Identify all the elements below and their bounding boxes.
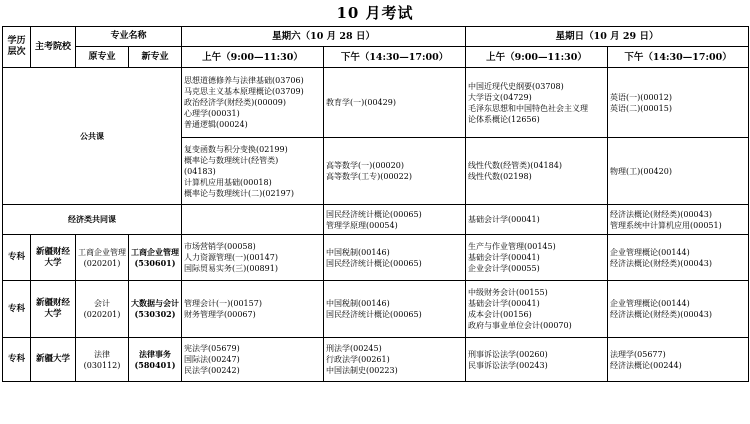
row2-sat-pm <box>324 338 466 382</box>
public-course-label: 公共课 <box>3 68 182 205</box>
course-item: 中级财务会计(00155) <box>468 288 548 297</box>
new-major-name: 工商企业管理 <box>131 246 179 257</box>
row0-sat-pm <box>324 235 466 281</box>
course-item: 复变函数与积分变换(02199) <box>184 144 288 154</box>
course-item: 基础会计学(00041) <box>468 253 540 262</box>
course-item: 国民经济统计概论(00065) <box>326 310 422 319</box>
row1-sun-am <box>466 281 608 338</box>
course-item: 宪法学(05679) <box>184 344 240 353</box>
course-item: 国际贸易实务(三)(00891) <box>184 264 278 273</box>
econ-sun-pm <box>608 205 749 235</box>
course-item: 政治经济学(财经类)(00009) <box>184 98 286 107</box>
old-major-code: (020201) <box>83 310 121 319</box>
course-item: 管理系统中计算机应用(00051) <box>610 220 722 230</box>
new-major-name: 法律事务 <box>139 348 171 359</box>
school-cell: 新疆大学 <box>31 338 76 382</box>
level-cell: 专科 <box>3 235 31 281</box>
new-major-name: 大数据与会计 <box>131 298 179 308</box>
row0-sat-am <box>182 235 324 281</box>
page-title: 10 月考试 <box>336 4 414 22</box>
new-major-cell <box>129 281 182 338</box>
public1-sat-am <box>182 68 324 138</box>
level-cell: 专科 <box>3 338 31 382</box>
course-item: 物理(工)(00420) <box>610 166 672 176</box>
new-major-cell <box>129 235 182 281</box>
public2-sun-pm <box>608 138 749 205</box>
sunday-header: 星期日（10 月 29 日） <box>466 27 749 47</box>
econ-sat-pm <box>324 205 466 235</box>
school-cell: 新疆财经大学 <box>31 235 76 281</box>
old-major-cell <box>76 235 129 281</box>
sun-pm-header: 下午（14:30—17:00） <box>608 47 749 68</box>
course-item: 民事诉讼法学(00243) <box>468 360 548 370</box>
new-major-cell <box>129 338 182 382</box>
public1-sun-pm <box>608 68 749 138</box>
school-cell: 新疆财经大学 <box>31 281 76 338</box>
school-header: 主考院校 <box>31 27 76 68</box>
course-item: 国民经济统计概论(00065) <box>326 209 422 219</box>
course-item: 高等数学(一)(00020) <box>326 161 404 170</box>
new-major-header: 新专业 <box>129 47 182 68</box>
econ-sat-am <box>182 205 324 235</box>
course-item: 民法学(00242) <box>184 366 240 375</box>
course-item: 英语(二)(00015) <box>610 103 672 113</box>
row1-sat-pm <box>324 281 466 338</box>
course-item: 行政法学(00261) <box>326 355 390 364</box>
course-item: 管理会计(一)(00157) <box>184 299 262 308</box>
course-item: 法理学(05677) <box>610 349 666 359</box>
course-item: 人力资源管理(一)(00147) <box>184 253 278 262</box>
course-item: 经济法概论(财经类)(00043) <box>610 310 712 319</box>
exam-schedule-table <box>2 26 749 382</box>
course-item: 线性代数(02198) <box>468 172 532 181</box>
course-item: 财务管理学(00067) <box>184 310 256 319</box>
sat-am-header: 上午（9:00—11:30） <box>182 47 324 68</box>
new-major-code: (530601) <box>134 257 176 268</box>
new-major-code: (580401) <box>134 359 176 370</box>
course-item: 概率论与数理统计(经管类) <box>184 155 279 165</box>
row2-sun-am <box>466 338 608 382</box>
public2-sun-am <box>466 138 608 205</box>
course-item: 中国税制(00146) <box>326 247 390 257</box>
course-item: 概率论与数理统计(二)(02197) <box>184 188 294 198</box>
course-item: 企业会计学(00055) <box>468 264 540 273</box>
course-item: 企业管理概论(00144) <box>610 299 690 308</box>
major-name-header: 专业名称 <box>76 27 182 47</box>
econ-common-label: 经济类共同课 <box>3 205 182 235</box>
course-item: 市场营销学(00058) <box>184 242 256 251</box>
old-major-code: (030112) <box>83 360 121 370</box>
course-item: 英语(一)(00012) <box>610 92 672 102</box>
row0-sun-am <box>466 235 608 281</box>
public1-sat-pm <box>324 68 466 138</box>
public1-sun-am <box>466 68 608 138</box>
row1-sat-am <box>182 281 324 338</box>
sun-am-header: 上午（9:00—11:30） <box>466 47 608 68</box>
new-major-code: (530302) <box>134 309 176 319</box>
course-item: (04183) <box>184 166 216 176</box>
old-major-name: 工商企业管理 <box>78 247 126 257</box>
course-item: 大学语文(04729) <box>468 92 532 102</box>
level-cell: 专科 <box>3 281 31 338</box>
course-item: 经济法概论(00244) <box>610 360 682 370</box>
econ-sun-am <box>466 205 608 235</box>
course-item: 马克思主义基本原理概论(03709) <box>184 87 304 96</box>
course-item: 心理学(00031) <box>184 109 240 118</box>
row2-sun-pm <box>608 338 749 382</box>
course-item: 教育学(一)(00429) <box>326 98 396 107</box>
course-item: 中国近现代史纲要(03708) <box>468 81 564 91</box>
course-item: 论体系概论(12656) <box>468 114 540 124</box>
course-item: 线性代数(经管类)(04184) <box>468 161 562 170</box>
row2-sat-am <box>182 338 324 382</box>
course-item: 生产与作业管理(00145) <box>468 242 556 251</box>
course-item: 中国税制(00146) <box>326 299 390 308</box>
course-item: 思想道德修养与法律基础(03706) <box>184 76 304 85</box>
sat-pm-header: 下午（14:30—17:00） <box>324 47 466 68</box>
course-item: 普通逻辑(00024) <box>184 120 248 129</box>
course-item: 政府与事业单位会计(00070) <box>468 321 572 330</box>
level-header: 学历层次 <box>3 27 31 68</box>
course-item: 管理学原理(00054) <box>326 220 398 230</box>
saturday-header: 星期六（10 月 28 日） <box>182 27 466 47</box>
course-item: 国民经济统计概论(00065) <box>326 258 422 268</box>
course-item: 计算机应用基础(00018) <box>184 177 272 187</box>
course-item: 企业管理概论(00144) <box>610 247 690 257</box>
old-major-name: 法律 <box>94 349 110 359</box>
public2-sat-pm <box>324 138 466 205</box>
old-major-cell <box>76 338 129 382</box>
course-item: 中国法制史(00223) <box>326 366 398 375</box>
course-item: 国际法(00247) <box>184 355 240 364</box>
old-major-code: (020201) <box>83 258 121 268</box>
course-item: 刑法学(00245) <box>326 344 382 353</box>
course-item: 高等数学(工专)(00022) <box>326 172 412 181</box>
course-item: 成本会计(00156) <box>468 310 532 319</box>
course-item: 基础会计学(00041) <box>468 215 540 224</box>
course-item: 经济法概论(财经类)(00043) <box>610 258 712 268</box>
row0-sun-pm <box>608 235 749 281</box>
course-item: 毛泽东思想和中国特色社会主义理 <box>468 103 589 113</box>
row1-sun-pm <box>608 281 749 338</box>
course-item: 经济法概论(财经类)(00043) <box>610 209 712 219</box>
course-item: 刑事诉讼法学(00260) <box>468 349 548 359</box>
course-item: 基础会计学(00041) <box>468 299 540 308</box>
old-major-cell <box>76 281 129 338</box>
public2-sat-am <box>182 138 324 205</box>
old-major-header: 原专业 <box>76 47 129 68</box>
old-major-name: 会计 <box>94 299 110 308</box>
